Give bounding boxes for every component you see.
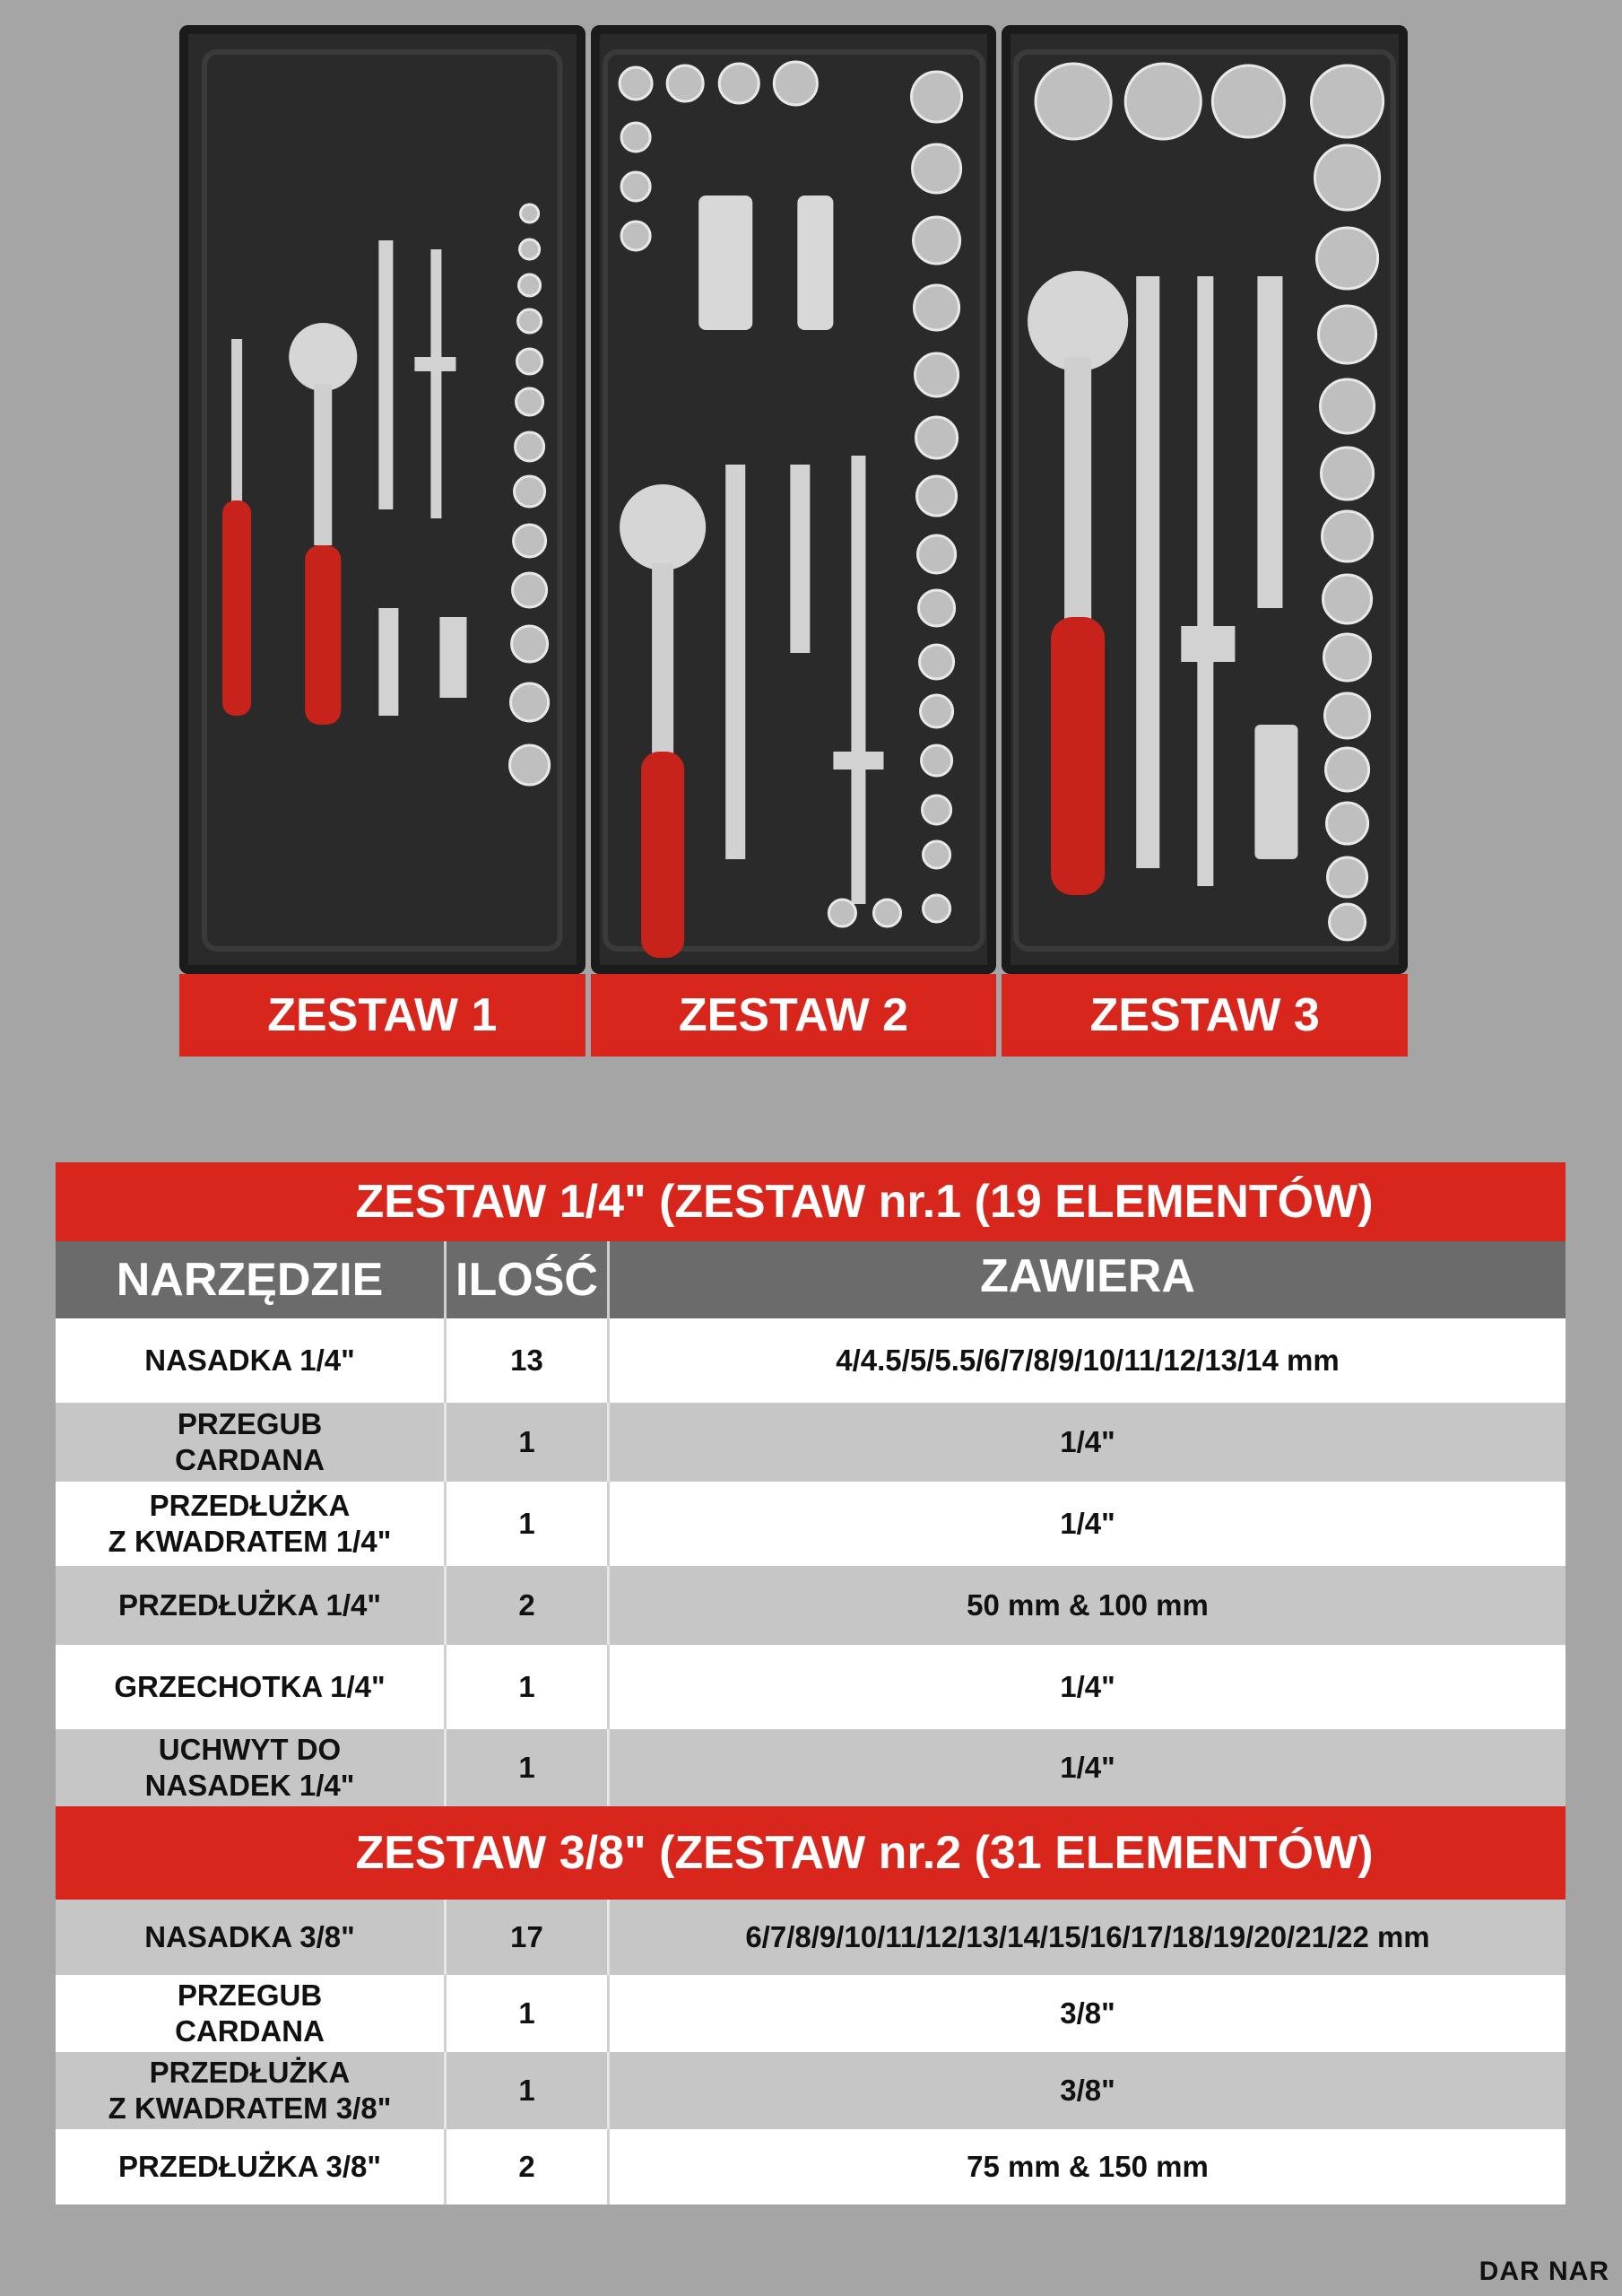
tool-trays-photo [179, 25, 1408, 974]
cell-tool: PRZEGUB CARDANA [56, 1975, 447, 2052]
cell-contains: 1/4" [1060, 1425, 1115, 1458]
cell-contains: 4/4.5/5/5.5/6/7/8/9/10/11/12/13/14 mm [836, 1344, 1340, 1377]
table-row [56, 1975, 1566, 2052]
cell-qty: 1 [447, 1729, 610, 1806]
cell-contains: 1/4" [1060, 1507, 1115, 1540]
cell-qty: 13 [447, 1318, 610, 1403]
cell-tool: NASADKA 3/8" [56, 1900, 447, 1975]
table-row [56, 1645, 1566, 1729]
cell-tool: PRZEGUB CARDANA [56, 1403, 447, 1482]
cell-contains: 3/8" [1060, 1996, 1115, 2030]
cell-contains: 1/4" [1060, 1751, 1115, 1784]
table-row [56, 1566, 1566, 1645]
cell-tool: GRZECHOTKA 1/4" [56, 1645, 447, 1729]
cell-contains: 3/8" [1060, 2074, 1115, 2107]
cell-qty: 2 [447, 2129, 610, 2205]
cell-qty: 1 [447, 2052, 610, 2129]
spec-table [56, 1162, 1566, 2205]
cell-contains: 75 mm & 150 mm [967, 2150, 1209, 2183]
cell-qty: 2 [447, 1566, 610, 1645]
set-labels [179, 974, 1408, 1057]
section-1-title: ZESTAW 1/4" (ZESTAW nr.1 (19 ELEMENTÓW) [56, 1162, 1566, 1241]
table-row [56, 2129, 1566, 2205]
cell-contains: 6/7/8/9/10/11/12/13/14/15/16/17/18/19/20/21/22 mm [745, 1920, 1430, 1953]
cell-tool: UCHWYT DO NASADEK 1/4" [56, 1729, 447, 1806]
table-row [56, 1403, 1566, 1482]
cell-tool: PRZEDŁUŻKA Z KWADRATEM 1/4" [56, 1482, 447, 1566]
cell-contains: 50 mm & 100 mm [967, 1588, 1209, 1622]
column-header-row [56, 1241, 1566, 1318]
table-row [56, 2052, 1566, 2129]
table-row [56, 1900, 1566, 1975]
table-row [56, 1729, 1566, 1806]
cell-tool: PRZEDŁUŻKA 1/4" [56, 1566, 447, 1645]
tray-1 [179, 25, 585, 974]
cell-tool: NASADKA 1/4" [56, 1318, 447, 1403]
cell-qty: 1 [447, 1645, 610, 1729]
set-label-1: ZESTAW 1 [179, 974, 585, 1057]
section-2-title: ZESTAW 3/8" (ZESTAW nr.2 (31 ELEMENTÓW) [56, 1806, 1566, 1900]
set-label-3: ZESTAW 3 [1002, 974, 1408, 1057]
column-qty: ILOŚĆ [447, 1241, 610, 1318]
tray-2 [591, 25, 997, 974]
cell-tool: PRZEDŁUŻKA Z KWADRATEM 3/8" [56, 2052, 447, 2129]
cell-qty: 1 [447, 1403, 610, 1482]
cell-qty: 17 [447, 1900, 610, 1975]
cell-qty: 1 [447, 1975, 610, 2052]
cell-tool: PRZEDŁUŻKA 3/8" [56, 2129, 447, 2205]
column-contains: ZAWIERA [980, 1250, 1195, 1302]
cell-qty: 1 [447, 1482, 610, 1566]
table-row [56, 1482, 1566, 1566]
tray-3 [1002, 25, 1408, 974]
column-tool: NARZĘDZIE [56, 1241, 447, 1318]
table-row [56, 1318, 1566, 1403]
set-label-2: ZESTAW 2 [591, 974, 997, 1057]
brand-name: DAR NAR [1479, 2257, 1609, 2286]
cell-contains: 1/4" [1060, 1670, 1115, 1703]
